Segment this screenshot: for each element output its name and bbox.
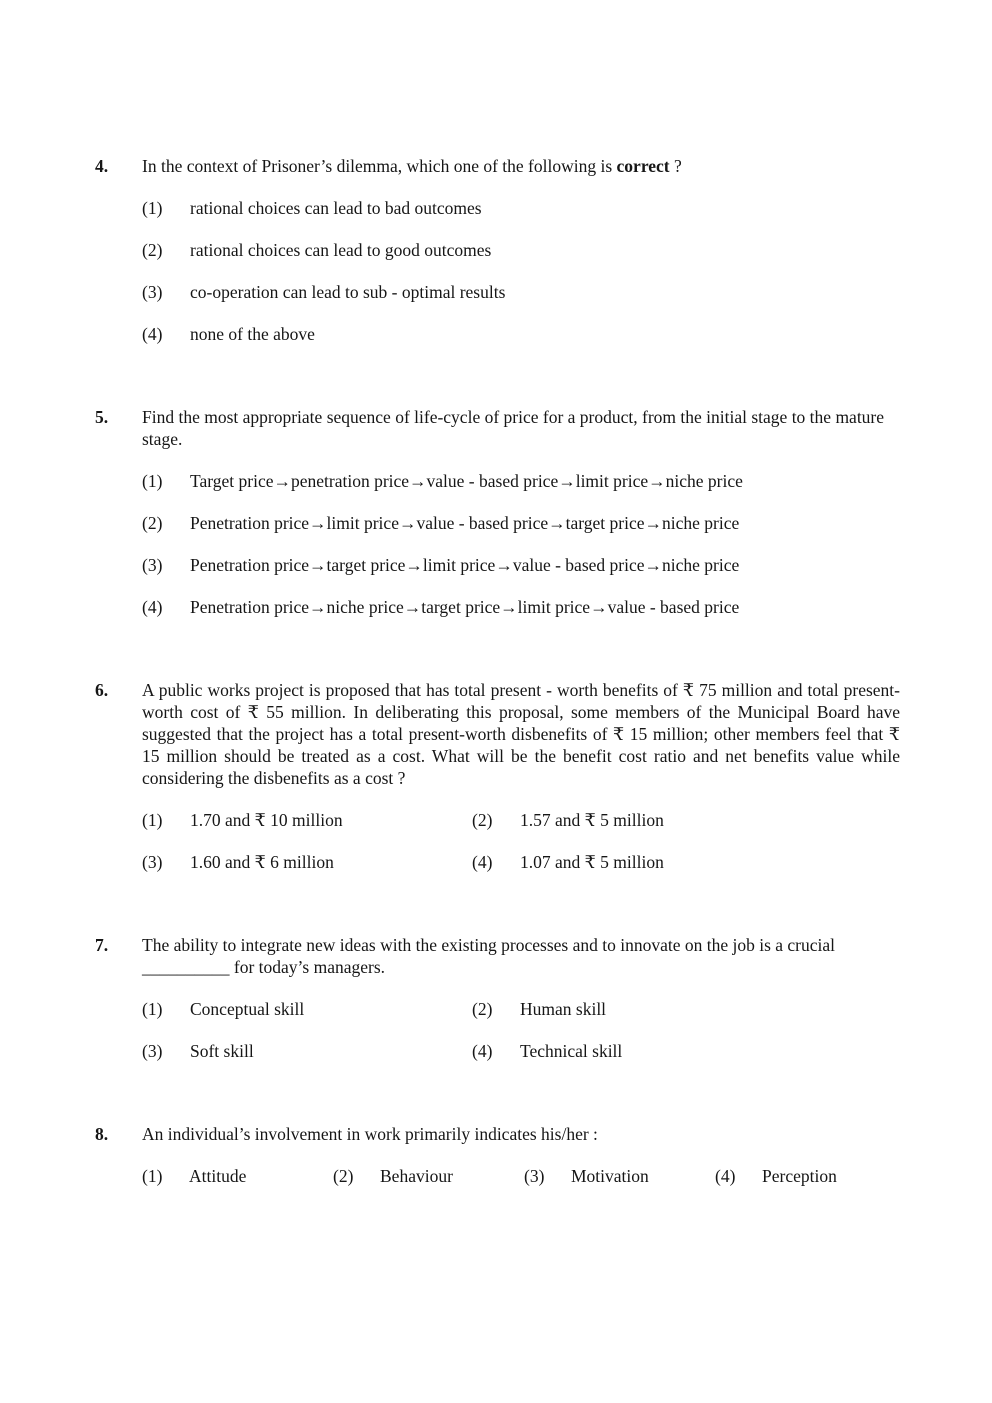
question-5-body: [142, 406, 900, 618]
option-text: Motivation: [571, 1166, 649, 1186]
option-label: (4): [142, 597, 163, 617]
option-text: 1.60 and ₹ 6 million: [190, 852, 334, 872]
option-text: rational choices can lead to good outcomes: [190, 240, 492, 260]
question-7: [95, 934, 900, 1062]
question-4-prompt: [142, 155, 900, 177]
option-label: (3): [142, 555, 163, 575]
question-8-body: [142, 1123, 900, 1187]
question-8-options: [142, 1145, 900, 1187]
option-text: 1.70 and ₹ 10 million: [190, 810, 343, 830]
question-8: [95, 1123, 900, 1187]
question-7-option-3: [142, 1040, 472, 1062]
option-text: co-operation can lead to sub - optimal results: [190, 282, 506, 302]
option-label: (1): [142, 999, 163, 1019]
question-6-options: [142, 789, 900, 873]
option-label: (1): [142, 810, 163, 830]
option-label: (4): [142, 324, 163, 344]
question-5: [95, 406, 900, 618]
option-text: Technical skill: [520, 1041, 623, 1061]
question-6-option-4: [472, 851, 900, 873]
question-7-option-4: [472, 1040, 900, 1062]
question-4-option-1: [142, 197, 900, 219]
question-8-option-3: [524, 1165, 715, 1187]
question-7-option-1: [142, 998, 472, 1020]
option-text: Behaviour: [380, 1166, 453, 1186]
question-6-prompt: A public works project is proposed that has total present - worth benefits of ₹ 75 million and total present-worth cost of ₹ 55 million. In deliberating this proposal, some members of the Municipal Board have suggested that the project has a total present-worth disbenefits of ₹ 15 million; other members feel that ₹ 15 million should be treated as a cost. What will be the benefit cost ratio and net benefits value while considering the disbenefits as a cost ?: [142, 680, 900, 788]
question-5-option-3: [142, 554, 900, 576]
question-6-option-3: [142, 851, 472, 873]
option-label: (4): [472, 852, 493, 872]
question-4-options: [142, 197, 900, 345]
option-label: (2): [333, 1166, 354, 1186]
option-text: Soft skill: [190, 1041, 254, 1061]
option-label: (3): [142, 1041, 163, 1061]
option-label: (1): [142, 1166, 163, 1186]
question-8-number: 8.: [95, 1124, 109, 1144]
option-label: (2): [142, 513, 163, 533]
option-label: (4): [715, 1166, 736, 1186]
question-4-number: 4.: [95, 156, 109, 176]
question-4-body: [142, 155, 900, 345]
option-label: (2): [142, 240, 163, 260]
option-text: Penetration price→target price→limit price→value - based price→niche price: [190, 555, 740, 575]
option-text: Conceptual skill: [190, 999, 305, 1019]
question-4-option-3: [142, 281, 900, 303]
option-label: (3): [142, 282, 163, 302]
question-7-options: [142, 978, 900, 1062]
question-5-option-2: [142, 512, 900, 534]
option-text: Penetration price→limit price→value - based price→target price→niche price: [190, 513, 740, 533]
question-6: [95, 679, 900, 873]
option-label: (4): [472, 1041, 493, 1061]
option-label: (3): [524, 1166, 545, 1186]
option-text: Perception: [762, 1166, 837, 1186]
question-7-number: 7.: [95, 935, 109, 955]
option-label: (2): [472, 999, 493, 1019]
question-7-option-2: [472, 998, 900, 1020]
question-5-options: [142, 470, 900, 618]
option-text: rational choices can lead to bad outcomes: [190, 198, 482, 218]
option-text: Human skill: [520, 999, 607, 1019]
question-6-option-2: [472, 809, 900, 831]
option-text: none of the above: [190, 324, 315, 344]
question-4: [95, 155, 900, 345]
option-text: Attitude: [189, 1166, 247, 1186]
option-text: Target price→penetration price→value - based price→limit price→niche price: [190, 471, 743, 491]
option-label: (3): [142, 852, 163, 872]
option-label: (1): [142, 198, 163, 218]
question-5-number: 5.: [95, 407, 109, 427]
option-text: 1.07 and ₹ 5 million: [520, 852, 664, 872]
question-5-option-1: [142, 470, 900, 492]
question-4-option-2: [142, 239, 900, 261]
option-text: Penetration price→niche price→target price→limit price→value - based price: [190, 597, 740, 617]
question-6-body: [142, 679, 900, 873]
question-4-prompt-suffix: ?: [669, 156, 682, 176]
question-8-option-4: [715, 1165, 837, 1187]
question-5-prompt: Find the most appropriate sequence of life-cycle of price for a product, from the initial stage to the mature stage.: [142, 407, 885, 449]
question-7-prompt: The ability to integrate new ideas with the existing processes and to innovate on the job is a crucial __________ for today’s managers.: [142, 935, 836, 977]
option-label: (2): [472, 810, 493, 830]
question-8-option-2: [333, 1165, 524, 1187]
question-5-option-4: [142, 596, 900, 618]
question-4-prompt-prefix: In the context of Prisoner’s dilemma, which one of the following is: [142, 156, 617, 176]
question-4-prompt-bold: correct: [616, 156, 670, 176]
option-label: (1): [142, 471, 163, 491]
question-7-body: [142, 934, 900, 1062]
question-8-prompt: An individual’s involvement in work primarily indicates his/her :: [142, 1124, 598, 1144]
question-6-option-1: [142, 809, 472, 831]
question-4-option-4: [142, 323, 900, 345]
question-8-option-1: [142, 1165, 333, 1187]
question-6-number: 6.: [95, 680, 109, 700]
option-text: 1.57 and ₹ 5 million: [520, 810, 664, 830]
